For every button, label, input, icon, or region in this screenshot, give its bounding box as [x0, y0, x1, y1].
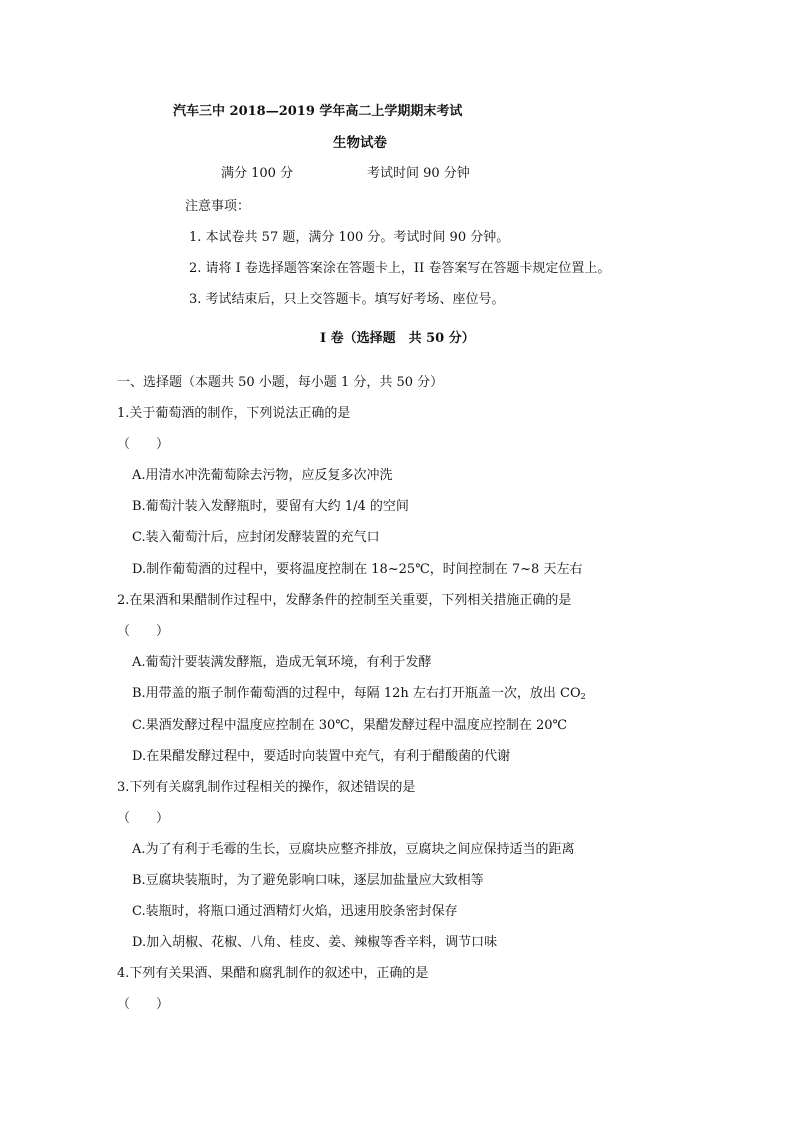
question-stem: 4.下列有关果酒、果醋和腐乳制作的叙述中，正确的是 [117, 966, 429, 981]
full-score: 满分 100 分 [221, 166, 294, 181]
option-a: A.用清水冲洗葡萄除去污物，应反复多次冲洗 [132, 468, 393, 483]
answer-parentheses: （ ） [117, 997, 170, 1012]
option-b: B.葡萄汁装入发酵瓶时，要留有大约 1/4 的空间 [132, 499, 409, 514]
option-a: A.为了有利于毛霉的生长，豆腐块应整齐排放，豆腐块之间应保持适当的距离 [132, 842, 575, 857]
option-b [132, 686, 586, 705]
option-b-text: B.用带盖的瓶子制作葡萄酒的过程中，每隔 12h 左右打开瓶盖一次，放出 CO [132, 686, 581, 701]
question-stem: 1.关于葡萄酒的制作，下列说法正确的是 [117, 406, 351, 421]
option-c: C.果酒发酵过程中温度应控制在 30℃，果醋发酵过程中温度应控制在 20℃ [132, 718, 568, 733]
section-title: I 卷（选择题 共 50 分） [320, 331, 475, 346]
subscript: 2 [580, 692, 586, 701]
exam-subject: 生物试卷 [333, 135, 387, 151]
option-c: C.装入葡萄汁后，应封闭发酵装置的充气口 [132, 530, 380, 545]
question-stem: 2.在果酒和果醋制作过程中，发酵条件的控制至关重要，下列相关措施正确的是 [117, 593, 572, 608]
answer-parentheses: （ ） [117, 437, 170, 452]
notice-item: 2. 请将 I 卷选择题答案涂在答题卡上，II 卷答案写在答题卡规定位置上。 [189, 261, 611, 276]
answer-parentheses: （ ） [117, 624, 170, 639]
answer-parentheses: （ ） [117, 811, 170, 826]
notice-item: 1. 本试卷共 57 题，满分 100 分。考试时间 90 分钟。 [189, 230, 510, 245]
part-heading: 一、选择题（本题共 50 小题，每小题 1 分，共 50 分） [117, 375, 444, 390]
option-d: D.制作葡萄酒的过程中，要将温度控制在 18~25℃，时间控制在 7~8 天左右 [132, 562, 583, 577]
exam-title: 汽车三中 2018—2019 学年高二上学期期末考试 [173, 104, 463, 119]
exam-duration: 考试时间 90 分钟 [367, 166, 470, 181]
option-d: D.加入胡椒、花椒、八角、桂皮、姜、辣椒等香辛料，调节口味 [132, 935, 498, 950]
option-d: D.在果醋发酵过程中，要适时向装置中充气，有利于醋酸菌的代谢 [132, 749, 511, 764]
option-b: B.豆腐块装瓶时，为了避免影响口味，逐层加盐量应大致相等 [132, 873, 484, 888]
option-c: C.装瓶时，将瓶口通过酒精灯火焰，迅速用胶条密封保存 [132, 904, 458, 919]
question-stem: 3.下列有关腐乳制作过程相关的操作，叙述错误的是 [117, 780, 416, 795]
notice-item: 3. 考试结束后，只上交答题卡。填写好考场、座位号。 [189, 292, 505, 307]
option-a: A.葡萄汁要装满发酵瓶，造成无氧环境，有利于发酵 [132, 655, 432, 670]
notice-heading: 注意事项： [185, 199, 251, 214]
